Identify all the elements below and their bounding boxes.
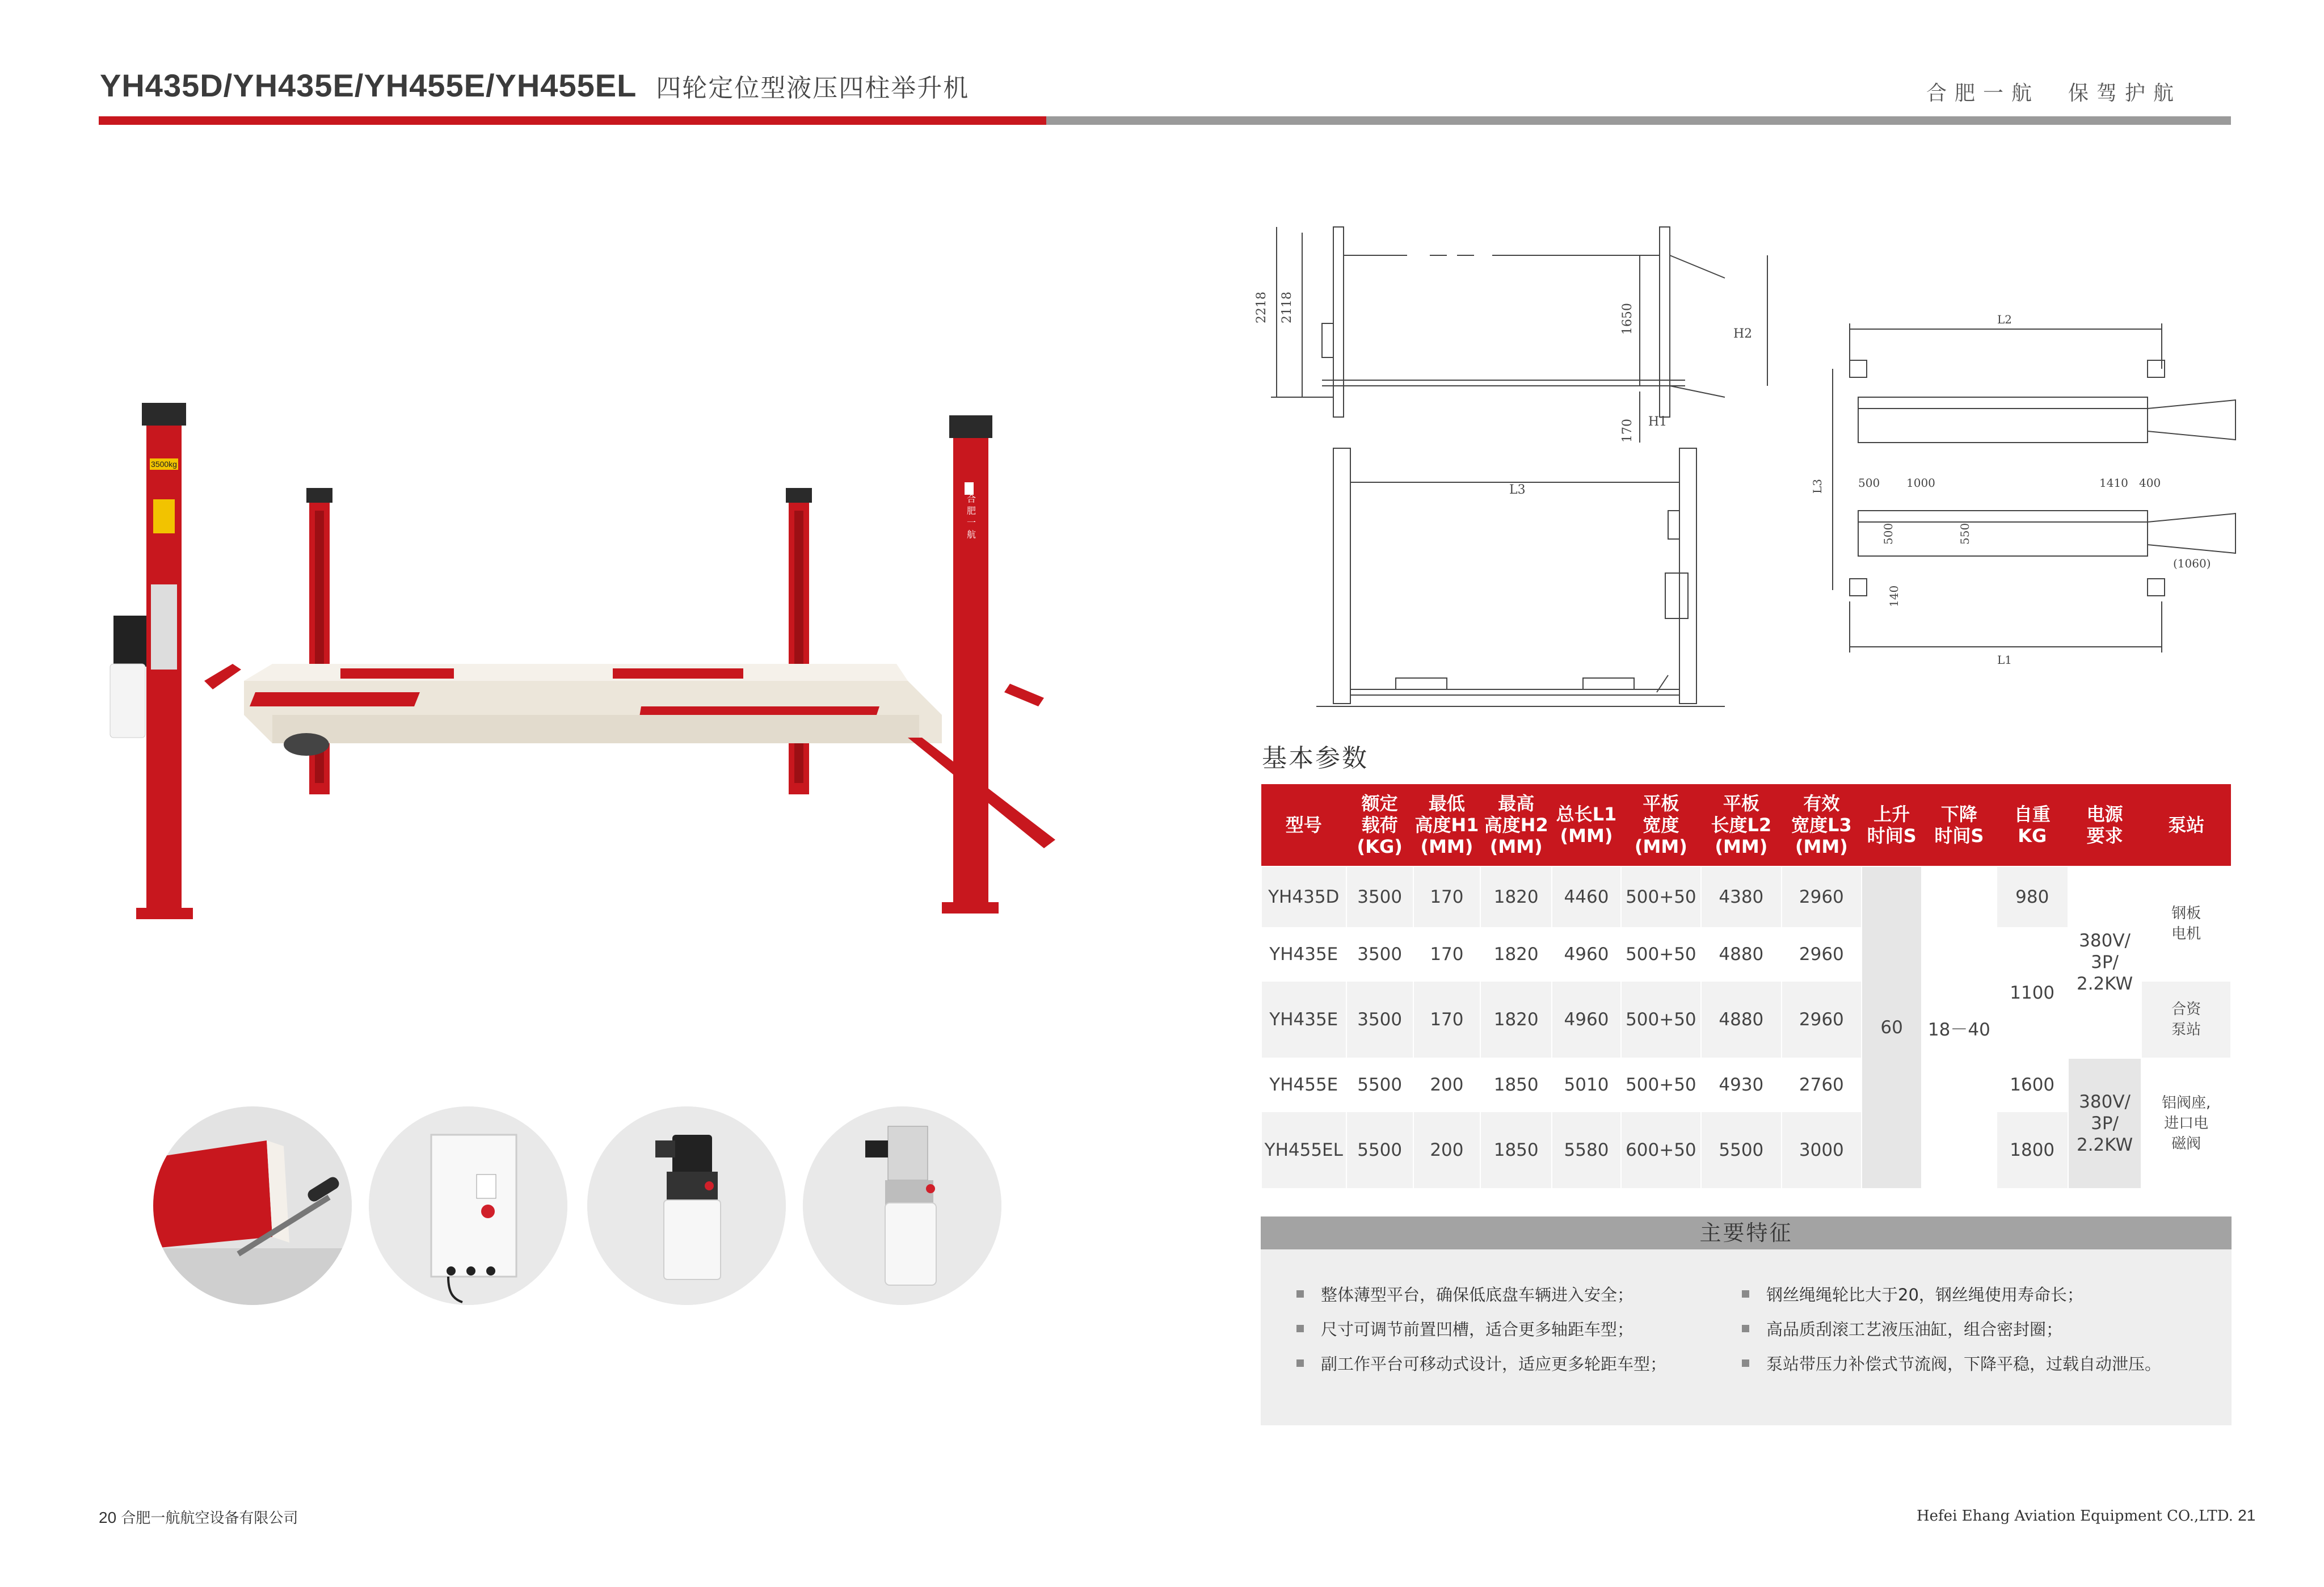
cell-plate-width: 500+50 — [1621, 1058, 1701, 1112]
product-photo-lift — [102, 397, 1101, 965]
cell-l1: 4460 — [1552, 866, 1620, 928]
footer-company-en: Hefei Ehang Aviation Equipment CO.,LTD. — [1917, 1508, 2233, 1525]
cell-l1: 4960 — [1552, 928, 1620, 981]
cell-l1: 4960 — [1552, 981, 1620, 1058]
cell-h2: 1850 — [1480, 1058, 1552, 1112]
bullet-square-icon — [1742, 1359, 1749, 1367]
bullet-square-icon — [1742, 1290, 1749, 1298]
feature-item: 高品质刮滚工艺液压油缸，组合密封圈； — [1742, 1317, 2062, 1340]
dim-l3-top: L3 — [1811, 478, 1824, 494]
drawing-side-view — [1254, 210, 1787, 448]
cell-power: 380V/ 3P/ 2.2KW — [2068, 1058, 2141, 1189]
cell-load: 3500 — [1346, 866, 1413, 928]
cell-weight: 1100 — [1997, 928, 2068, 1058]
cell-h2: 1820 — [1480, 981, 1552, 1058]
cell-h1: 200 — [1413, 1112, 1480, 1189]
cell-load: 5500 — [1346, 1112, 1413, 1189]
feature-item: 副工作平台可移动式设计，适应更多轮距车型； — [1296, 1352, 1666, 1375]
cell-plate-width: 600+50 — [1621, 1112, 1701, 1189]
cell-model: YH455EL — [1261, 1112, 1346, 1189]
col-header-pump: 泵站 — [2141, 784, 2231, 866]
dim-170: 170 — [1620, 419, 1635, 443]
cell-rise-time: 60 — [1862, 866, 1922, 1189]
cell-model: YH455E — [1261, 1058, 1346, 1112]
product-subtitle: 四轮定位型液压四柱举升机 — [656, 74, 970, 103]
spec-section-title: 基本参数 — [1262, 744, 1369, 773]
bullet-square-icon — [1296, 1359, 1304, 1367]
dim-1410: 1410 — [2099, 476, 2128, 490]
col-header-max-height: 最高 高度H2 (MM) — [1480, 784, 1552, 866]
col-header-plate-length: 平板 长度L2 (MM) — [1701, 784, 1781, 866]
cell-h1: 170 — [1413, 981, 1480, 1058]
dim-h2: H2 — [1733, 327, 1753, 341]
cell-model: YH435E — [1261, 981, 1346, 1058]
cell-l3: 2960 — [1782, 981, 1862, 1058]
model-list-title: YH435D/YH435E/YH455E/YH455EL — [100, 68, 637, 103]
cell-weight: 1800 — [1997, 1112, 2068, 1189]
col-header-effective-width: 有效 宽度L3 (MM) — [1782, 784, 1862, 866]
cell-fall-time: 18－40 — [1922, 866, 1996, 1189]
cell-h1: 170 — [1413, 928, 1480, 981]
feature-item: 钢丝绳绳轮比大于20，钢丝绳使用寿命长； — [1742, 1282, 2083, 1306]
cell-pump: 钢板 电机 — [2141, 866, 2231, 981]
dim-550: 550 — [1958, 523, 1972, 545]
page-header — [100, 67, 969, 107]
col-header-plate-width: 平板 宽度 (MM) — [1621, 784, 1701, 866]
cell-weight: 980 — [1997, 866, 2068, 928]
cell-plate-width: 500+50 — [1621, 928, 1701, 981]
feature-item: 泵站带压力补偿式节流阀，下降平稳，过载自动泄压。 — [1742, 1352, 2161, 1375]
cell-l3: 2960 — [1782, 866, 1862, 928]
cell-l1: 5580 — [1552, 1112, 1620, 1189]
footer-left — [99, 1506, 298, 1527]
cell-l1: 5010 — [1552, 1058, 1620, 1112]
four-post-lift-illustration — [102, 397, 1101, 965]
bullet-square-icon — [1296, 1325, 1304, 1332]
dim-400: 400 — [2139, 476, 2161, 490]
cell-h2: 1850 — [1480, 1112, 1552, 1189]
col-header-power: 电源 要求 — [2068, 784, 2141, 866]
cell-load: 5500 — [1346, 1058, 1413, 1112]
header-divider-grey — [1046, 116, 2231, 125]
detail-photo-control-box — [369, 1106, 567, 1305]
feature-item: 整体薄型平台，确保低底盘车辆进入安全； — [1296, 1282, 1633, 1306]
cell-weight: 1600 — [1997, 1058, 2068, 1112]
drawing-top-view — [1793, 306, 2247, 675]
cell-load: 3500 — [1346, 928, 1413, 981]
cell-h2: 1820 — [1480, 866, 1552, 928]
dim-140: 140 — [1887, 585, 1901, 607]
bullet-square-icon — [1742, 1325, 1749, 1332]
cell-h1: 170 — [1413, 866, 1480, 928]
dim-500-a: 500 — [1858, 476, 1880, 490]
capacity-label-text: 3500kg — [151, 460, 177, 469]
cell-l2: 4880 — [1701, 928, 1781, 981]
footer-company-cn: 合肥一航航空设备有限公司 — [121, 1510, 298, 1527]
table-row — [1261, 866, 2231, 928]
cell-model: YH435E — [1261, 928, 1346, 981]
col-header-fall-time: 下降 时间S — [1922, 784, 1996, 866]
dim-l3-front: L3 — [1509, 483, 1526, 497]
motor — [113, 616, 146, 667]
dim-1650: 1650 — [1620, 303, 1635, 335]
cell-l3: 2960 — [1782, 928, 1862, 981]
post-brand-text: 合 肥 一 航 — [965, 494, 976, 539]
cell-l2: 4380 — [1701, 866, 1781, 928]
header-divider-red — [99, 116, 1046, 125]
features-title: 主要特征 — [1261, 1216, 2232, 1249]
cell-load: 3500 — [1346, 981, 1413, 1058]
cell-l3: 3000 — [1782, 1112, 1862, 1189]
dim-l1: L1 — [1997, 653, 2013, 667]
brand-slogan: 合肥一航 保驾护航 — [1926, 82, 2182, 105]
col-header-load: 额定 载荷 (KG) — [1346, 784, 1413, 866]
cell-power: 380V/ 3P/ 2.2KW — [2068, 866, 2141, 1058]
page-number-left: 20 — [99, 1509, 117, 1526]
cell-l2: 5500 — [1701, 1112, 1781, 1189]
cell-plate-width: 500+50 — [1621, 866, 1701, 928]
drawing-front-view — [1316, 437, 1725, 709]
bullet-square-icon — [1296, 1290, 1304, 1298]
col-header-total-length: 总长L1 (MM) — [1552, 784, 1620, 866]
cell-model: YH435D — [1261, 866, 1346, 928]
dim-2218: 2218 — [1254, 292, 1269, 323]
cell-h1: 200 — [1413, 1058, 1480, 1112]
spec-table — [1261, 784, 2232, 1189]
feature-item: 尺寸可调节前置凹槽，适合更多轴距车型； — [1296, 1317, 1633, 1340]
dim-h1: H1 — [1648, 415, 1668, 429]
dim-1000: 1000 — [1906, 476, 1935, 490]
dim-2118: 2118 — [1280, 292, 1294, 323]
table-row — [1261, 1058, 2231, 1112]
col-header-weight: 自重 KG — [1997, 784, 2068, 866]
col-header-rise-time: 上升 时间S — [1862, 784, 1922, 866]
col-header-model: 型号 — [1261, 784, 1346, 866]
cell-l2: 4930 — [1701, 1058, 1781, 1112]
detail-photo-platform-lever — [153, 1106, 352, 1305]
detail-photo-power-unit — [587, 1106, 786, 1305]
detail-photo-pump-station — [803, 1106, 1001, 1305]
cell-l2: 4880 — [1701, 981, 1781, 1058]
dim-500-b: 500 — [1881, 523, 1895, 545]
cell-pump: 铝阀座, 进口电 磁阀 — [2141, 1058, 2231, 1189]
footer-right — [1917, 1506, 2255, 1525]
page-number-right: 21 — [2238, 1506, 2256, 1524]
dim-1060: (1060) — [2173, 557, 2211, 570]
dim-l2: L2 — [1997, 313, 2013, 326]
cell-pump: 合资 泵站 — [2141, 981, 2231, 1058]
cell-plate-width: 500+50 — [1621, 981, 1701, 1058]
col-header-min-height: 最低 高度H1 (MM) — [1413, 784, 1480, 866]
spec-table-header — [1261, 784, 2231, 866]
cell-l3: 2760 — [1782, 1058, 1862, 1112]
cell-h2: 1820 — [1480, 928, 1552, 981]
